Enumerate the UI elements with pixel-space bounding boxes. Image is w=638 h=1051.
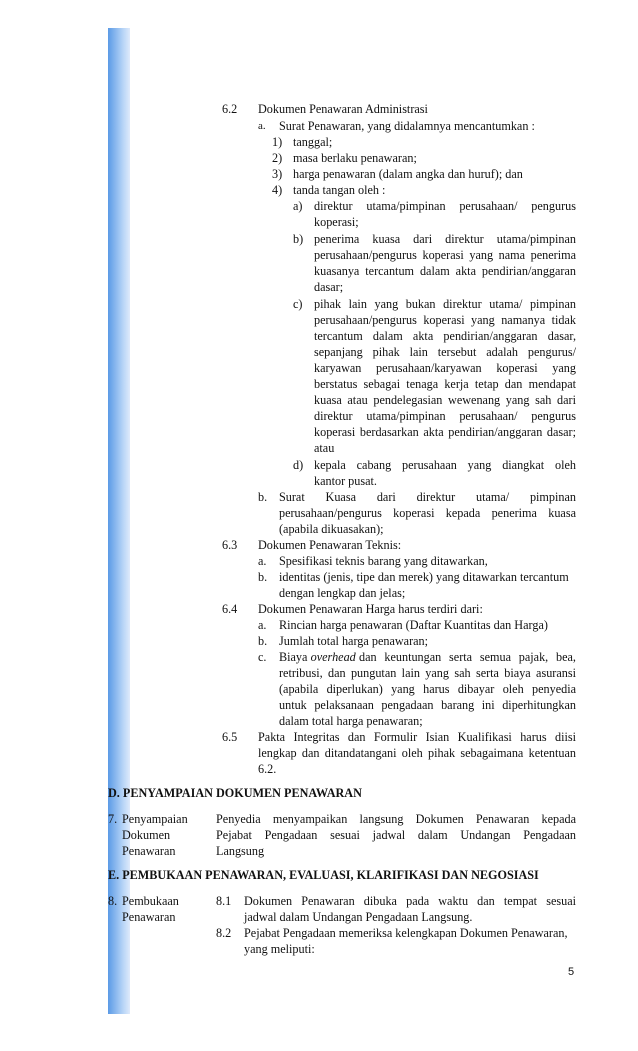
clause-text: Penyedia menyampaikan langsung Dokumen Penawaran kepada bbox=[216, 812, 576, 826]
item-text: kuasanya tercantum dalam akta pendirian/anggaran bbox=[314, 264, 576, 278]
italic-term: overhead bbox=[310, 650, 356, 664]
section-title: Dokumen Penawaran Teknis: bbox=[258, 538, 402, 552]
section-number: 8.1 bbox=[216, 894, 232, 908]
item-text: dengan lengkap dan jelas; bbox=[279, 586, 406, 600]
clause-text: jadwal dalam Undangan Pengadaan Langsung. bbox=[244, 910, 473, 924]
section-title: Dokumen Penawaran Administrasi bbox=[258, 102, 428, 116]
item-text: Spesifikasi teknis barang yang ditawarkan, bbox=[279, 554, 488, 568]
item-text: sepanjang pihak lain tersebut adalah pengurus/ bbox=[314, 345, 576, 359]
item-text: kuasa atau pendelegasian wewenang yang sah dari bbox=[314, 393, 576, 407]
item-label: 7. bbox=[108, 812, 118, 826]
item-text: tanggal; bbox=[293, 135, 333, 149]
item-text: dasar; bbox=[314, 280, 344, 294]
item-label: b) bbox=[293, 232, 304, 246]
item-text: perusahaan/pengurus koperasi yang nama penerima bbox=[314, 248, 576, 262]
section-number: 6.5 bbox=[222, 730, 238, 744]
clause-text: Pejabat Pengadaan memeriksa kelengkapan Dokumen Penawaran, bbox=[244, 926, 568, 940]
item-label: c. bbox=[258, 650, 267, 664]
item-label: b. bbox=[258, 634, 268, 648]
item-text: Rincian harga penawaran (Daftar Kuantitas dan Harga) bbox=[279, 618, 548, 632]
item-text: lengkap dan ditandatangani oleh pihak sebagaimana ketentuan bbox=[258, 746, 576, 760]
item-text: kantor pusat. bbox=[314, 474, 377, 488]
clause-label: Penawaran bbox=[122, 910, 176, 924]
section-heading: D. PENYAMPAIAN DOKUMEN PENAWARAN bbox=[108, 786, 362, 800]
item-label: b. bbox=[258, 490, 268, 504]
item-label: c) bbox=[293, 297, 303, 311]
item-label: b. bbox=[258, 570, 268, 584]
item-text: Pakta Integritas dan Formulir Isian Kualifikasi harus diisi bbox=[258, 730, 576, 744]
item-text: untuk pelaksanaan pengadaan barang ini diperhitungkan bbox=[279, 698, 576, 712]
clause-label: Dokumen bbox=[122, 828, 171, 842]
item-text: retribusi, dan pungutan lain yang sah serta biaya asuransi bbox=[279, 666, 576, 680]
item-text bbox=[279, 649, 576, 666]
item-text: Jumlah total harga penawaran; bbox=[279, 634, 429, 648]
item-text: berstatus sebagai tenaga kerja tetap dan mendapat bbox=[314, 377, 576, 391]
item-text: identitas (jenis, tipe dan merek) yang ditawarkan tercantum bbox=[279, 570, 569, 584]
item-text: pihak lain yang bukan direktur utama/ pimpinan bbox=[314, 297, 576, 311]
item-label: a. bbox=[258, 618, 267, 632]
page-number: 5 bbox=[568, 966, 575, 978]
item-text: (apabila dikuasakan); bbox=[279, 522, 384, 536]
section-title: Dokumen Penawaran Harga harus terdiri dari: bbox=[258, 602, 483, 616]
item-label: 1) bbox=[272, 135, 283, 149]
item-label: d) bbox=[293, 458, 304, 472]
clause-text: Pejabat Pengadaan sesuai jadwal dalam Undangan Pengadaan bbox=[216, 828, 576, 842]
section-heading: E. PEMBUKAAN PENAWARAN, EVALUASI, KLARIFIKASI DAN NEGOSIASI bbox=[108, 868, 539, 882]
item-label: 4) bbox=[272, 183, 283, 197]
section-number: 6.2 bbox=[222, 102, 238, 116]
item-text: karyawan perusahaan/karyawan koperasi yang bbox=[314, 361, 576, 375]
item-text: koperasi berdasarkan akta pendirian/anggaran dasar; bbox=[314, 425, 576, 439]
item-text: (apabila diperlukan) yang harus dibayar oleh penyedia bbox=[279, 682, 576, 696]
item-label: 3) bbox=[272, 167, 283, 181]
clause-label: Penawaran bbox=[122, 844, 176, 858]
clause-text: Langsung bbox=[216, 844, 265, 858]
clause-text: yang meliputi: bbox=[244, 942, 315, 956]
item-label: 8. bbox=[108, 894, 118, 908]
item-text: 6.2. bbox=[258, 762, 277, 776]
clause-label: Pembukaan bbox=[122, 894, 179, 908]
item-text: koperasi; bbox=[314, 215, 359, 229]
item-label: a. bbox=[258, 120, 266, 132]
item-text: direktur utama/pimpinan perusahaan/ pengurus bbox=[314, 199, 576, 213]
text-span: Biaya bbox=[279, 650, 308, 664]
clause-label: Penyampaian bbox=[122, 812, 188, 826]
item-text: dalam total harga penawaran; bbox=[279, 714, 423, 728]
item-text: Surat Kuasa dari direktur utama/ pimpinan bbox=[279, 490, 576, 504]
section-number: 6.4 bbox=[222, 602, 238, 616]
item-label: a) bbox=[293, 199, 303, 213]
item-label: a. bbox=[258, 554, 267, 568]
item-text: atau bbox=[314, 441, 335, 455]
item-label: 2) bbox=[272, 151, 283, 165]
item-text: penerima kuasa dari direktur utama/pimpinan bbox=[314, 232, 576, 246]
item-text: kepala cabang perusahaan yang diangkat oleh bbox=[314, 458, 576, 472]
item-text: harga penawaran (dalam angka dan huruf); dan bbox=[293, 167, 523, 181]
item-text: tercantum dalam akta pendirian/anggaran dasar, bbox=[314, 329, 576, 343]
item-text: Surat Penawaran, yang didalamnya mencantumkan : bbox=[279, 119, 535, 133]
text-span: dan keuntungan serta semua pajak, bea, bbox=[358, 650, 576, 664]
item-text: perusahaan/pengurus koperasi yang namanya tidak bbox=[314, 313, 576, 327]
section-number: 6.3 bbox=[222, 538, 238, 552]
item-text: perusahaan/pengurus koperasi kepada penerima kuasa bbox=[279, 506, 576, 520]
section-number: 8.2 bbox=[216, 926, 232, 940]
clause-text: Dokumen Penawaran dibuka pada waktu dan tempat sesuai bbox=[244, 894, 576, 908]
item-text: masa berlaku penawaran; bbox=[293, 151, 417, 165]
item-text: direktur utama/pimpinan perusahaan/ pengurus bbox=[314, 409, 576, 423]
item-text: tanda tangan oleh : bbox=[293, 183, 386, 197]
